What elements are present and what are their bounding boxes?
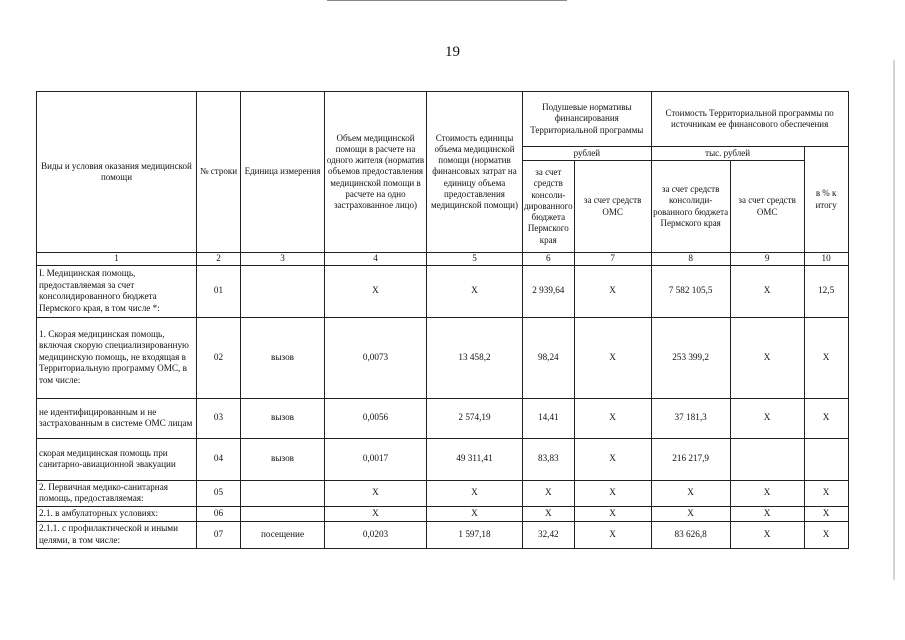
row-tp-budget: 83 626,8: [651, 521, 730, 548]
header-program-cost-group: Стоимость Территориальной программы по источникам ее финансового обеспечения: [651, 92, 848, 147]
col-num: 1: [37, 253, 197, 266]
row-name: 2.1.1. с профилактической и иными целями, в том числе:: [37, 521, 197, 548]
row-line: 02: [197, 317, 241, 398]
row-pc-oms: Х: [574, 480, 651, 506]
header-tp-budget: за счет средств консолиди-рованного бюджета Пермского края: [651, 161, 730, 253]
row-unit: посещение: [241, 521, 325, 548]
row-name: 1. Скорая медицинская помощь, включая скорую специализированную медицинскую помощь, не входящая в Территориальную программу ОМС, в том числе:: [37, 317, 197, 398]
row-pct: Х: [804, 317, 848, 398]
col-num: 10: [804, 253, 848, 266]
table-row: [37, 506, 849, 521]
row-line: 07: [197, 521, 241, 548]
header-thousand-rubles: тыс. рублей: [651, 147, 804, 161]
row-line: 05: [197, 480, 241, 506]
col-num: 9: [730, 253, 804, 266]
row-tp-budget: 216 217,9: [651, 438, 730, 480]
top-rule: [327, 0, 567, 1]
row-tp-oms: Х: [730, 398, 804, 438]
header-pc-oms: за счет средств ОМС: [574, 161, 651, 253]
row-pc-budget: Х: [523, 506, 575, 521]
row-pc-budget: Х: [523, 480, 575, 506]
financing-table: [36, 91, 849, 549]
header-unit: Единица измерения: [241, 92, 325, 253]
row-line: 04: [197, 438, 241, 480]
row-pc-budget: 14,41: [523, 398, 575, 438]
header-rubles: рублей: [523, 147, 652, 161]
header-percent-total: в % к итогу: [804, 147, 848, 253]
row-unit: вызов: [241, 438, 325, 480]
row-cost: Х: [427, 265, 523, 317]
row-tp-oms: [730, 438, 804, 480]
col-num: 5: [427, 253, 523, 266]
row-pc-budget: 98,24: [523, 317, 575, 398]
row-tp-oms: Х: [730, 506, 804, 521]
table-row: [37, 438, 849, 480]
row-pc-oms: Х: [574, 265, 651, 317]
row-volume: 0,0017: [325, 438, 427, 480]
header-tp-oms: за счет средств ОМС: [730, 161, 804, 253]
row-line: 06: [197, 506, 241, 521]
row-unit: [241, 265, 325, 317]
row-pc-oms: Х: [574, 317, 651, 398]
row-tp-budget: Х: [651, 506, 730, 521]
row-line: 03: [197, 398, 241, 438]
row-tp-budget: 253 399,2: [651, 317, 730, 398]
header-type: Виды и условия оказания медицинской помощи: [37, 92, 197, 253]
row-volume: 0,0073: [325, 317, 427, 398]
table-row: [37, 480, 849, 506]
row-tp-oms: Х: [730, 521, 804, 548]
column-number-row: [37, 253, 849, 266]
row-pct: Х: [804, 480, 848, 506]
col-num: 7: [574, 253, 651, 266]
row-cost: Х: [427, 506, 523, 521]
table-row: [37, 398, 849, 438]
row-volume: Х: [325, 480, 427, 506]
row-cost: 49 311,41: [427, 438, 523, 480]
row-name: I. Медицинская помощь, предоставляемая за счет консолидированного бюджета Пермского края, в том числе *:: [37, 265, 197, 317]
row-cost: 2 574,19: [427, 398, 523, 438]
page-edge-shadow: [893, 60, 895, 580]
table-row: [37, 317, 849, 398]
row-volume: 0,0056: [325, 398, 427, 438]
row-cost: Х: [427, 480, 523, 506]
row-pc-oms: Х: [574, 398, 651, 438]
row-tp-budget: 7 582 105,5: [651, 265, 730, 317]
row-cost: 1 597,18: [427, 521, 523, 548]
row-tp-budget: Х: [651, 480, 730, 506]
row-cost: 13 458,2: [427, 317, 523, 398]
row-unit: [241, 506, 325, 521]
row-unit: [241, 480, 325, 506]
header-line-no: № строки: [197, 92, 241, 253]
col-num: 6: [523, 253, 575, 266]
row-tp-budget: 37 181,3: [651, 398, 730, 438]
row-name: 2. Первичная медико-санитарная помощь, предоставляемая:: [37, 480, 197, 506]
row-volume: Х: [325, 265, 427, 317]
row-pct: Х: [804, 506, 848, 521]
col-num: 3: [241, 253, 325, 266]
col-num: 8: [651, 253, 730, 266]
row-name: скорая медицинская помощь при санитарно-авиационной эвакуации: [37, 438, 197, 480]
row-pct: [804, 438, 848, 480]
row-tp-oms: Х: [730, 265, 804, 317]
header-pc-budget: за счет средств консоли-дированного бюджета Пермского края: [523, 161, 575, 253]
row-pc-oms: Х: [574, 521, 651, 548]
row-volume: 0,0203: [325, 521, 427, 548]
row-pc-budget: 83,83: [523, 438, 575, 480]
col-num: 2: [197, 253, 241, 266]
header-per-capita-group: Подушевые нормативы финансирования Территориальной программы: [523, 92, 652, 147]
table-row: [37, 265, 849, 317]
table-row: [37, 521, 849, 548]
row-tp-oms: Х: [730, 480, 804, 506]
row-tp-oms: Х: [730, 317, 804, 398]
col-num: 4: [325, 253, 427, 266]
row-unit: вызов: [241, 398, 325, 438]
row-pct: Х: [804, 521, 848, 548]
header-unit-cost: Стоимость единицы объема медицинской помощи (норматив финансовых затрат на единицу объема предоставления медицинской помощи): [427, 92, 523, 253]
row-volume: Х: [325, 506, 427, 521]
row-unit: вызов: [241, 317, 325, 398]
row-pc-oms: Х: [574, 506, 651, 521]
header-volume: Объем медицинской помощи в расчете на одного жителя (норматив объемов предоставления медицинской помощи в расчете на одно застрахованное лицо): [325, 92, 427, 253]
page-number: 19: [445, 44, 460, 60]
row-name: 2.1. в амбулаторных условиях:: [37, 506, 197, 521]
row-pct: Х: [804, 398, 848, 438]
row-pc-oms: Х: [574, 438, 651, 480]
row-pc-budget: 2 939,64: [523, 265, 575, 317]
row-name: не идентифицированным и не застрахованным в системе ОМС лицам: [37, 398, 197, 438]
row-pc-budget: 32,42: [523, 521, 575, 548]
row-pct: 12,5: [804, 265, 848, 317]
row-line: 01: [197, 265, 241, 317]
